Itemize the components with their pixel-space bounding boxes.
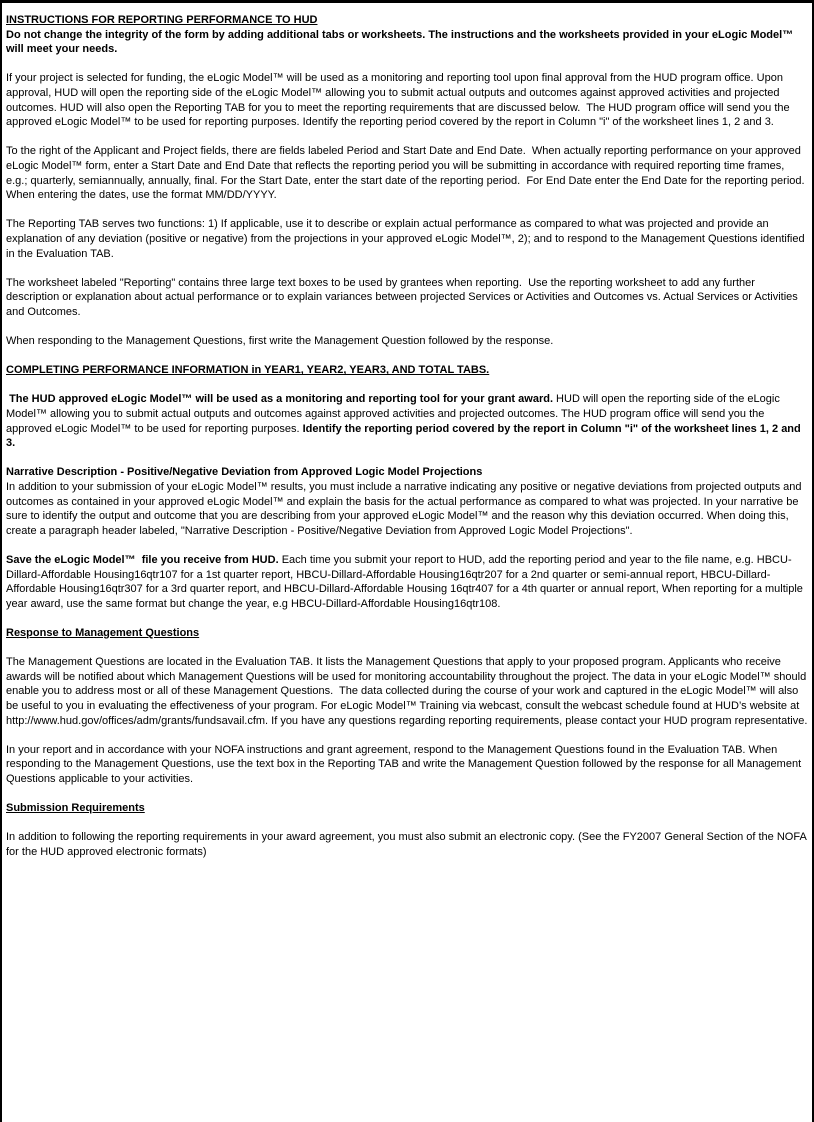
text-run: The Reporting TAB serves two functions: 1) If applicable, use it to describe or explain actual performance as compared to what was projected and provide an explanation of any deviation (positive or negative) from the projections in your approved eLogic Model™, 2); and to respond to the Management Questions identified in the Evaluation TAB. bbox=[6, 218, 808, 260]
text-run: To the right of the Applicant and Project fields, there are fields labeled Period and Start Date and End Date. When actually reporting performance on your approved eLogic Model™ form, enter a Start Date and End Date that reflects the reporting period you will be submitting in accordance with required reporting time frames, e.g.; quarterly, semiannually, annually, final. For the Start Date, enter the start date of the reporting period. For End Date enter the End Date for the reporting period. When entering the dates, use the format MM/DD/YYYY. bbox=[6, 145, 811, 202]
para-monitoring-reporting-tool bbox=[6, 392, 808, 450]
para-electronic-copy bbox=[6, 830, 808, 859]
para-responding-to-mq bbox=[6, 334, 808, 349]
text-run: COMPLETING PERFORMANCE INFORMATION in YEAR1, YEAR2, YEAR3, AND TOTAL TABS. bbox=[6, 364, 490, 377]
blank-line bbox=[6, 538, 808, 553]
blank-line bbox=[6, 378, 808, 393]
integrity-notice bbox=[6, 28, 808, 57]
blank-line bbox=[6, 319, 808, 334]
text-run: In addition to following the reporting requirements in your award agreement, you must also submit an electronic copy. (See the FY2007 General Section of the NOFA for the HUD approved electronic formats) bbox=[6, 831, 810, 858]
text-run: Save the eLogic Model™ file you receive from HUD. bbox=[6, 553, 279, 566]
narrative-description-heading bbox=[6, 465, 808, 480]
para-narrative-description bbox=[6, 480, 808, 538]
text-run: The worksheet labeled "Reporting" contains three large text boxes to be used by grantees when reporting. Use the reporting worksheet to add any further description or explanation about actual performance or to explain variances between projected Services or Activities and Outcomes vs. Actual Services or Activities and Outcomes. bbox=[6, 276, 801, 318]
text-run: When responding to the Management Questions, first write the Management Question followed by the response. bbox=[6, 335, 554, 348]
blank-line bbox=[6, 261, 808, 276]
text-run: Each time you submit your report to HUD, add the reporting period and year to the file name, e.g. HBCU-Dillard-Affordable Housing16qtr107 for a 1st quarter report, HBCU-Dillard-Affordable Housing16qtr207 for a 2nd quarter or semi-annual report, HBCU-Dillard-Affordable Housing16qtr307 for a 3rd quarter report, and HBCU-Dillard-Affordable Housing 16qtr407 for a 4th quarter or annual report, When reporting for a multiple year award, use the same format but change the year, e.g HBCU-Dillard-Affordable Housing16qtr108. bbox=[6, 553, 806, 610]
completing-performance-heading bbox=[6, 363, 808, 378]
blank-line bbox=[6, 816, 808, 831]
blank-line bbox=[6, 641, 808, 656]
text-run: Response to Management Questions bbox=[6, 626, 200, 639]
blank-line bbox=[6, 130, 808, 145]
text-run: The Management Questions are located in the Evaluation TAB. It lists the Management Questions that apply to your proposed program. Applicants who receive awards will be notified about which Management Questions will be used for monitoring accountability throughout the project. The data in your eLogic Model™ should enable you to address most or all of these Management Questions. The data collected during the course of your work and captured in the eLogic Model™ will also be useful to you in evaluating the effectiveness of your program. For eLogic Model™ Training via webcast, consult the webcast schedule found at HUD’s website at http://www.hud.gov/offices/adm/grants/fundsavail.cfm. If you have any questions regarding reporting requirements, please contact your HUD program representative. bbox=[6, 656, 810, 727]
text-run: INSTRUCTIONS FOR REPORTING PERFORMANCE TO HUD bbox=[6, 14, 318, 26]
text-run: In addition to your submission of your eLogic Model™ results, you must include a narrative indicating any positive or negative deviations from projected outputs and outcomes as contained in your approved eLogic Model™ and explain the basis for the actual performance as compared to what was projected. In your narrative be sure to identify the output and outcome that you are describing from your approved eLogic Model™ and the reason why this deviation occurred. When doing this, create a paragraph header labeled, "Narrative Description - Positive/Negative Deviation from Approved Logic Model Projections". bbox=[6, 481, 805, 537]
text-run: If your project is selected for funding, the eLogic Model™ will be used as a monitoring and reporting tool upon final approval from the HUD program office. Upon approval, HUD will open the reporting side of the eLogic Model™ allowing you to submit actual outputs and outcomes against approved activities and projected outcomes. HUD will also open the Reporting TAB for you to meet the reporting requirements that are discussed below. The HUD program office will send you the approved eLogic Model™ to be used for reporting purposes. Identify the reporting period covered by the report in Column "i" of the worksheet lines 1, 2 and 3. bbox=[6, 72, 793, 129]
blank-line bbox=[6, 611, 808, 626]
text-run: In your report and in accordance with your NOFA instructions and grant agreement, respond to the Management Questions found in the Evaluation TAB. When responding to the Management Questions, use the text box in the Reporting TAB and write the Management Question followed by the response for all Management Questions applicable to your activities. bbox=[6, 743, 805, 785]
blank-line bbox=[6, 349, 808, 364]
para-period-start-end-dates bbox=[6, 144, 811, 202]
text-run: Do not change the integrity of the form by adding additional tabs or worksheets. The instructions and the worksheets provided in your eLogic Model™ will meet your needs. bbox=[6, 28, 797, 56]
text-run: Identify the reporting period covered by the report in Column "i" of the worksheet lines 1, 2 and 3. bbox=[6, 422, 804, 450]
blank-line bbox=[6, 786, 808, 801]
blank-line bbox=[6, 57, 808, 72]
blank-line bbox=[6, 728, 808, 743]
text-run: Submission Requirements bbox=[6, 802, 145, 815]
para-reporting-worksheet bbox=[6, 276, 808, 320]
submission-requirements-heading bbox=[6, 801, 808, 816]
text-run: The HUD approved eLogic Model™ will be used as a monitoring and reporting tool for your grant award. bbox=[6, 393, 553, 406]
para-save-file bbox=[6, 553, 808, 611]
blank-line bbox=[6, 451, 808, 466]
para-nofa-respond bbox=[6, 743, 808, 787]
text-run: Narrative Description - Positive/Negative Deviation from Approved Logic Model Projections bbox=[6, 466, 483, 479]
blank-line bbox=[6, 203, 808, 218]
para-reporting-tab-functions bbox=[6, 217, 808, 261]
document-body bbox=[2, 3, 812, 859]
main-heading bbox=[6, 13, 808, 28]
para-mq-evaluation-tab bbox=[6, 655, 808, 728]
response-to-mq-heading bbox=[6, 626, 808, 641]
para-funding-approval bbox=[6, 71, 808, 129]
text-run: HUD will open the reporting side of the eLogic Model™ allowing you to submit actual outputs and outcomes against approved activities and projected outcomes. The HUD program office will send you the approved eLogic Model™ to be used for reporting purposes. bbox=[6, 393, 783, 435]
